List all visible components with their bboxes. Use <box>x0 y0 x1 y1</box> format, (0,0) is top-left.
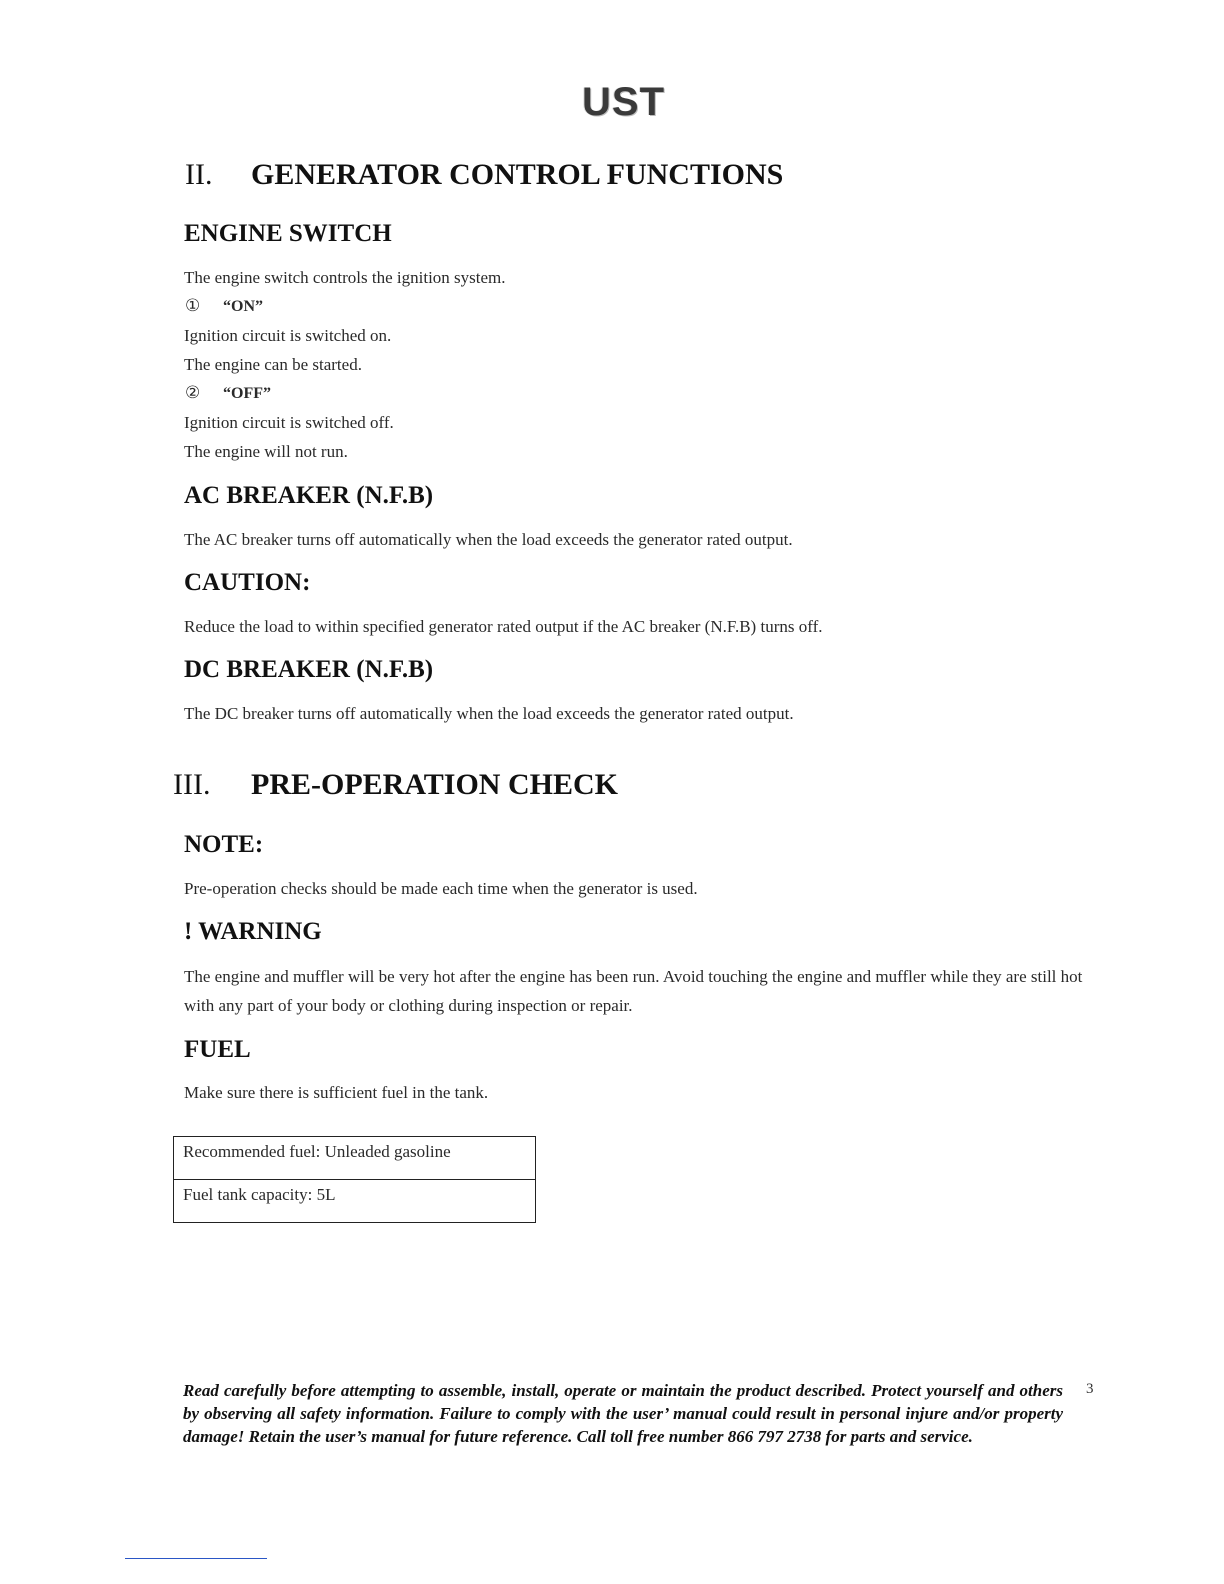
on-option <box>185 296 263 316</box>
footer-rule <box>125 1558 267 1559</box>
tank-capacity-cell: Fuel tank capacity: 5L <box>174 1180 536 1223</box>
logo-text: UST <box>582 80 665 124</box>
caution-heading: CAUTION: <box>184 569 311 596</box>
dc-breaker-heading: DC BREAKER (N.F.B) <box>184 656 434 683</box>
table-row <box>174 1137 536 1180</box>
off-label: “OFF” <box>223 385 271 402</box>
caution-text: Reduce the load to within specified generator rated output if the AC breaker (N.F.B) turns off. <box>184 617 823 636</box>
page-number: 3 <box>1086 1381 1094 1397</box>
recommended-fuel-cell: Recommended fuel: Unleaded gasoline <box>174 1137 536 1180</box>
fuel-spec-table <box>173 1136 536 1223</box>
on-label: “ON” <box>223 298 263 315</box>
section-2-number: II. <box>185 158 213 191</box>
on-line-1: Ignition circuit is switched on. <box>184 326 392 345</box>
footer-notice: Read carefully before attempting to assemble, install, operate or maintain the product described. Protect yourself and others by observing all safety information. Failure to comply with the user’ manual could result in personal injure and/or property damage! Retain the user’s manual for future reference. Call toll free number 866 797 2738 for parts and service. <box>183 1381 1063 1446</box>
warning-heading: ! WARNING <box>184 918 322 945</box>
section-2-heading: GENERATOR CONTROL FUNCTIONS <box>251 158 784 191</box>
on-line-2: The engine can be started. <box>184 355 362 374</box>
engine-switch-heading: ENGINE SWITCH <box>184 220 392 247</box>
fuel-heading: FUEL <box>184 1036 251 1063</box>
section-3-heading: PRE-OPERATION CHECK <box>251 768 618 801</box>
ac-breaker-heading: AC BREAKER (N.F.B) <box>184 482 434 509</box>
brand-logo <box>578 78 698 138</box>
note-text: Pre-operation checks should be made each time when the generator is used. <box>184 879 698 898</box>
section-2-title <box>185 158 783 192</box>
on-marker: ① <box>185 296 201 315</box>
off-line-1: Ignition circuit is switched off. <box>184 413 394 432</box>
section-3-title <box>173 768 618 802</box>
note-heading: NOTE: <box>184 831 264 858</box>
off-option <box>185 383 271 403</box>
off-marker: ② <box>185 383 201 402</box>
table-row <box>174 1180 536 1223</box>
engine-switch-intro: The engine switch controls the ignition system. <box>184 268 506 287</box>
dc-breaker-text: The DC breaker turns off automatically when the load exceeds the generator rated output. <box>184 704 794 723</box>
off-line-2: The engine will not run. <box>184 442 348 461</box>
section-3-number: III. <box>173 768 211 801</box>
fuel-text: Make sure there is sufficient fuel in the tank. <box>184 1083 489 1102</box>
warning-text: The engine and muffler will be very hot after the engine has been run. Avoid touching the engine and muffler while they are still hot with any part of your body or clothing during inspection or repair. <box>184 967 1083 1015</box>
ac-breaker-text: The AC breaker turns off automatically when the load exceeds the generator rated output. <box>184 530 793 549</box>
